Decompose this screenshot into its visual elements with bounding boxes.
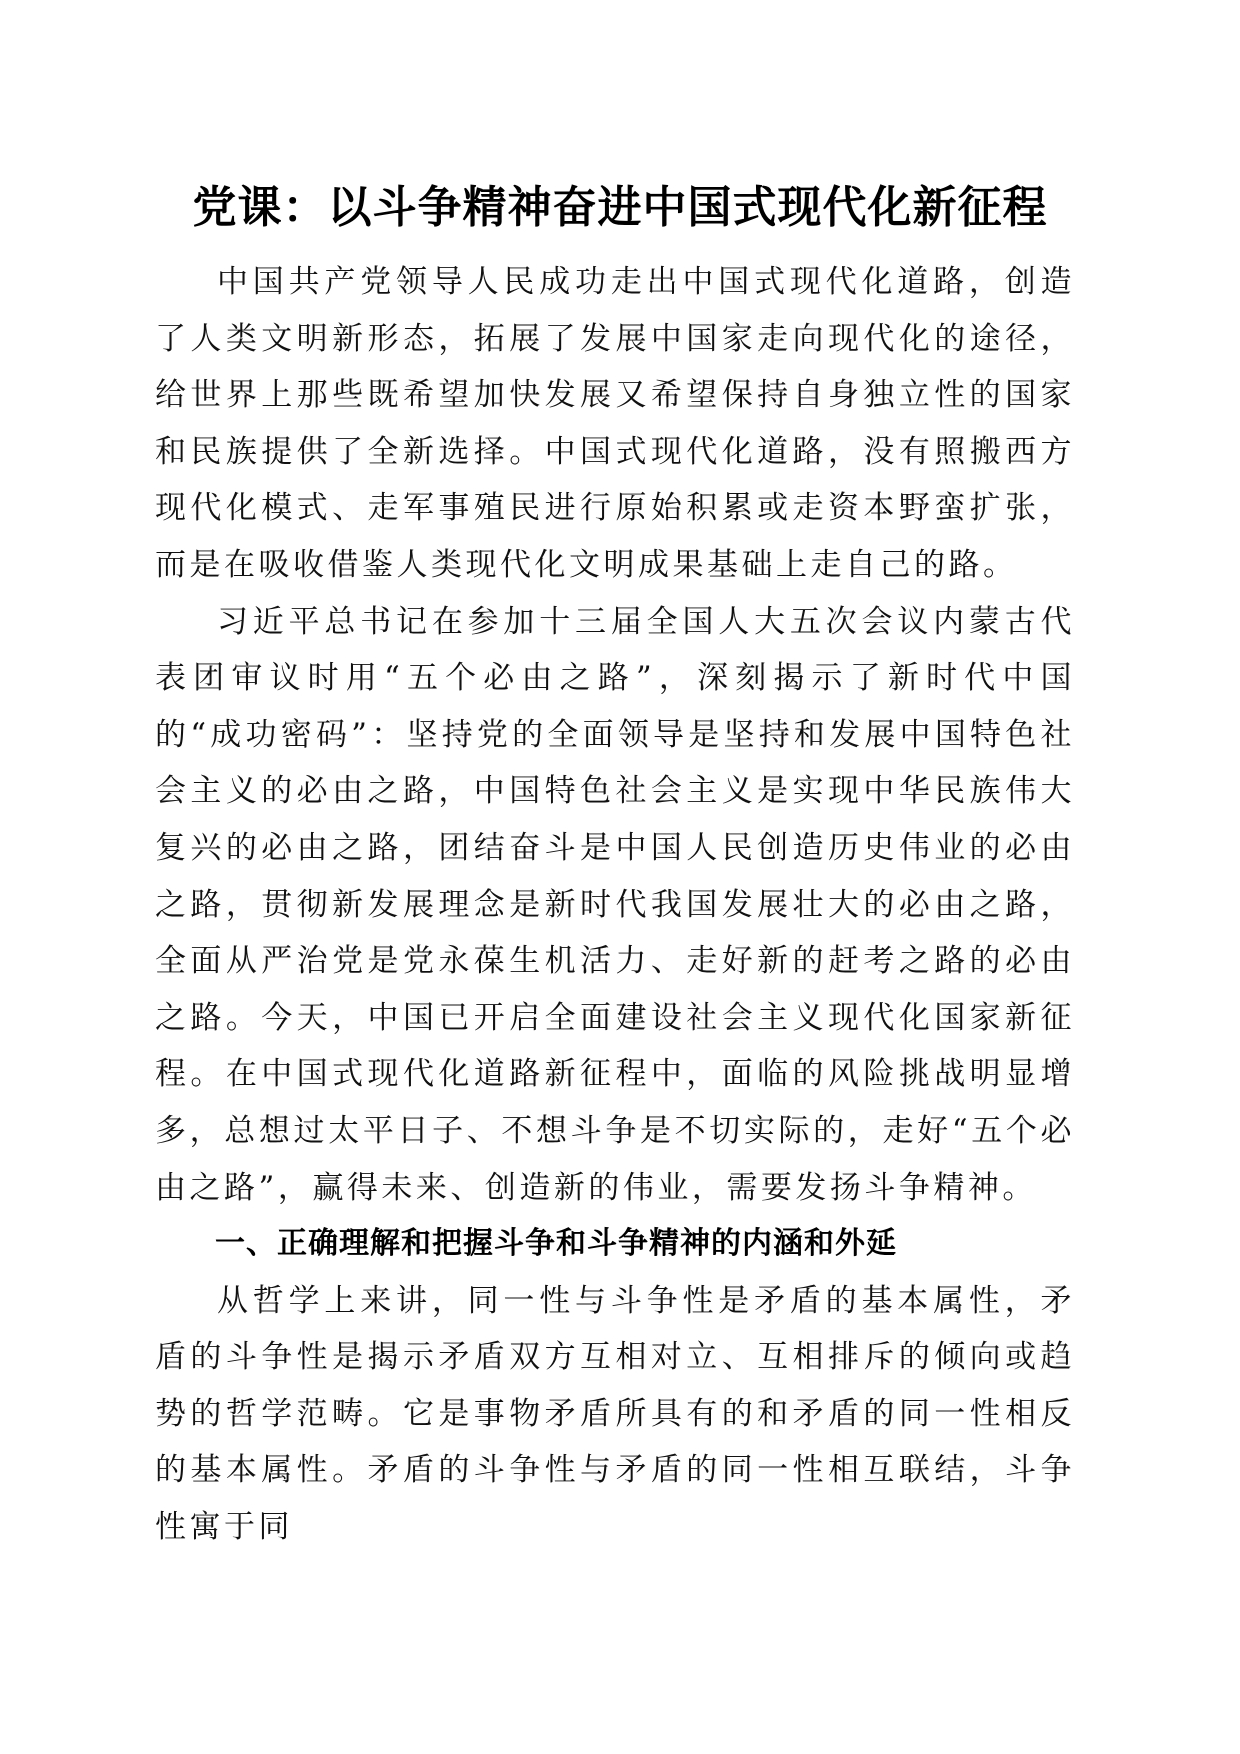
- paragraph-philosophy: 从哲学上来讲，同一性与斗争性是矛盾的基本属性，矛盾的斗争性是揭示矛盾双方互相对立、互相排斥的倾向或趋势的哲学范畴。它是事物矛盾所具有的和矛盾的同一性相反的基本属性。矛盾的斗争性与矛盾的同一性相互联结，斗争性寓于同: [155, 1282, 1075, 1546]
- document-title: 党课：以斗争精神奋进中国式现代化新征程: [192, 182, 1048, 233]
- section-heading: 一、正确理解和把握斗争和斗争精神的内涵和外延: [215, 1226, 897, 1262]
- paragraph-intro: 中国共产党领导人民成功走出中国式现代化道路，创造了人类文明新形态，拓展了发展中国家走向现代化的途径，给世界上那些既希望加快发展又希望保持自身独立性的国家和民族提供了全新选择。中国式现代化道路，没有照搬西方现代化模式、走军事殖民进行原始积累或走资本野蛮扩张，而是在吸收借鉴人类现代化文明成果基础上走自己的路。: [155, 264, 1075, 583]
- document-body: [155, 254, 1075, 1556]
- paragraph-five-paths: 习近平总书记在参加十三届全国人大五次会议内蒙古代表团审议时用“五个必由之路”，深刻揭示了新时代中国的“成功密码”：坚持党的全面领导是坚持和发展中国特色社会主义的必由之路，中国特色社会主义是实现中华民族伟大复兴的必由之路，团结奋斗是中国人民创造历史伟业的必由之路，贯彻新发展理念是新时代我国发展壮大的必由之路，全面从严治党是党永葆生机活力、走好新的赶考之路的必由之路。今天，中国已开启全面建设社会主义现代化国家新征程。在中国式现代化道路新征程中，面临的风险挑战明显增多，总想过太平日子、不想斗争是不切实际的，走好“五个必由之路”，赢得未来、创造新的伟业，需要发扬斗争精神。: [155, 603, 1075, 1206]
